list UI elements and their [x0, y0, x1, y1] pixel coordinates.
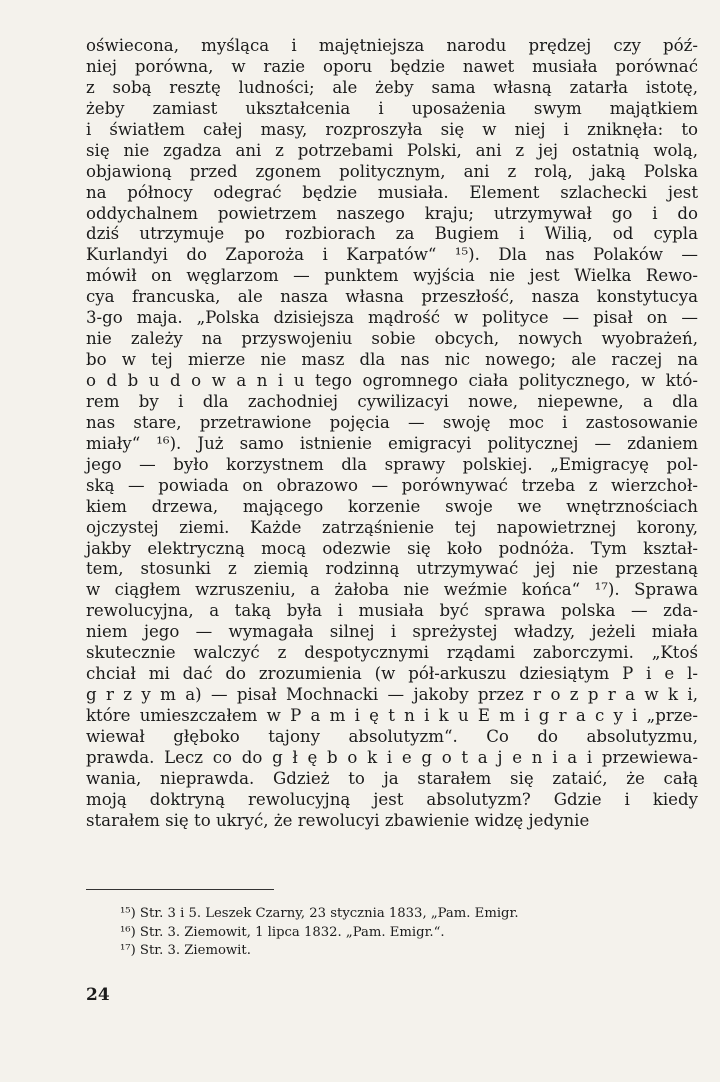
- text-line: rewolucyjna, a taką była i musiała być sprawa polska — zda-: [86, 601, 698, 621]
- footnote-divider: [86, 889, 274, 890]
- text-line: nas stare, przetrawione pojęcia — swoję moc i zastosowanie: [86, 412, 698, 432]
- text-line: rem by i dla zachodniej cywilizacyi nowe, niepewne, a dla: [86, 391, 698, 411]
- text-line: o d b u d o w a n i u tego ogromnego ciała politycznego, w któ-: [86, 371, 698, 390]
- text-line: 3-go maja. „Polska dzisiejsza mądrość w polityce — pisał on —: [86, 308, 698, 328]
- text-line: które umieszczałem w P a m i ę t n i k u E m i g r a c y i „prze-: [86, 706, 698, 725]
- text-line: się nie zgadza ani z potrzebami Polski, ani z jej ostatnią wolą,: [86, 140, 698, 160]
- text-line: prawda. Lecz co do g ł ę b o k i e g o t a j e n i a i przewiewa-: [86, 747, 698, 767]
- footnote: ¹⁷) Str. 3. Ziemowit.: [120, 943, 251, 958]
- body-text: [86, 36, 698, 832]
- text-line: wania, nieprawda. Gdzież to ja starałem się zataić, że całą: [86, 768, 698, 788]
- text-line: jego — było korzystnem dla sprawy polskiej. „Emigracyę pol-: [86, 454, 698, 474]
- text-line: i światłem całej masy, rozproszyła się w niej i zniknęła: to: [86, 119, 698, 139]
- text-line: w ciągłem wzruszeniu, a żałoba nie weźmie końca“ ¹⁷). Sprawa: [86, 580, 698, 600]
- text-line: nie zależy na przyswojeniu sobie obcych, nowych wyobrażeń,: [86, 329, 698, 349]
- text-line: dziś utrzymuje po rozbiorach za Bugiem i Wilią, od cypla: [86, 224, 698, 244]
- text-line: ojczystej ziemi. Każde zatrząśnienie tej napowietrznej korony,: [86, 517, 698, 537]
- text-line: moją doktryną rewolucyjną jest absolutyzm? Gdzie i kiedy: [86, 789, 698, 809]
- text-line: miały“ ¹⁶). Już samo istnienie emigracyi politycznej — zdaniem: [86, 433, 698, 453]
- text-line: oświecona, myśląca i majętniejsza narodu prędzej czy póź-: [86, 36, 698, 55]
- text-line: tem, stosunki z ziemią rodzinną utrzymywać jej nie przestaną: [86, 559, 698, 579]
- text-line: chciał mi dać do zrozumienia (w pół-arkuszu dziesiątym P i e l-: [86, 664, 698, 684]
- text-line: żeby zamiast ukształcenia i uposażenia swym majątkiem: [86, 98, 698, 118]
- footnote: ¹⁶) Str. 3. Ziemowit, 1 lipca 1832. „Pam. Emigr.“.: [120, 924, 445, 940]
- text-line: mówił on węglarzom — punktem wyjścia nie jest Wielka Rewo-: [86, 266, 698, 286]
- text-line: Kurlandyi do Zaporoża i Karpatów“ ¹⁵). Dla nas Polaków —: [86, 245, 698, 265]
- text-line: skutecznie walczyć z despotycznymi rządami zaborczymi. „Ktoś: [86, 643, 698, 663]
- text-line: niej porówna, w razie oporu będzie nawet musiała porównać: [86, 56, 698, 76]
- page-number: 24: [86, 985, 110, 1005]
- text-line: oddychalnem powietrzem naszego kraju; utrzymywał go i do: [86, 203, 698, 223]
- text-line: wiewał głęboko tajony absolutyzm“. Co do absolutyzmu,: [86, 726, 698, 746]
- text-line: starałem się to ukryć, że rewolucyi zbawienie widzę jedynie: [86, 810, 590, 830]
- text-line: ską — powiada on obrazowo — porównywać trzeba z wierzchoł-: [86, 475, 698, 495]
- text-line: g r z y m a) — pisał Mochnacki — jakoby przez r o z p r a w k i,: [86, 685, 698, 705]
- footnotes: [120, 905, 680, 961]
- text-line: objawioną przed zgonem politycznym, ani z rolą, jaką Polska: [86, 161, 698, 181]
- text-line: cya francuska, ale nasza własna przeszłość, nasza konstytucya: [86, 287, 698, 307]
- text-line: na północy odegrać będzie musiała. Element szlachecki jest: [86, 182, 698, 202]
- text-line: z sobą resztę ludności; ale żeby sama własną zatarła istotę,: [86, 77, 698, 97]
- footnote: ¹⁵) Str. 3 i 5. Leszek Czarny, 23 stycznia 1833, „Pam. Emigr.: [120, 906, 519, 921]
- text-line: niem jego — wymagała silnej i spreżystej władzy, jeżeli miała: [86, 622, 698, 642]
- text-line: bo w tej mierze nie masz dla nas nic nowego; ale raczej na: [86, 350, 698, 370]
- text-line: jakby elektryczną mocą odezwie się koło podnóża. Tym kształ-: [86, 538, 698, 558]
- text-line: kiem drzewa, mającego korzenie swoje we wnętrznościach: [86, 496, 698, 516]
